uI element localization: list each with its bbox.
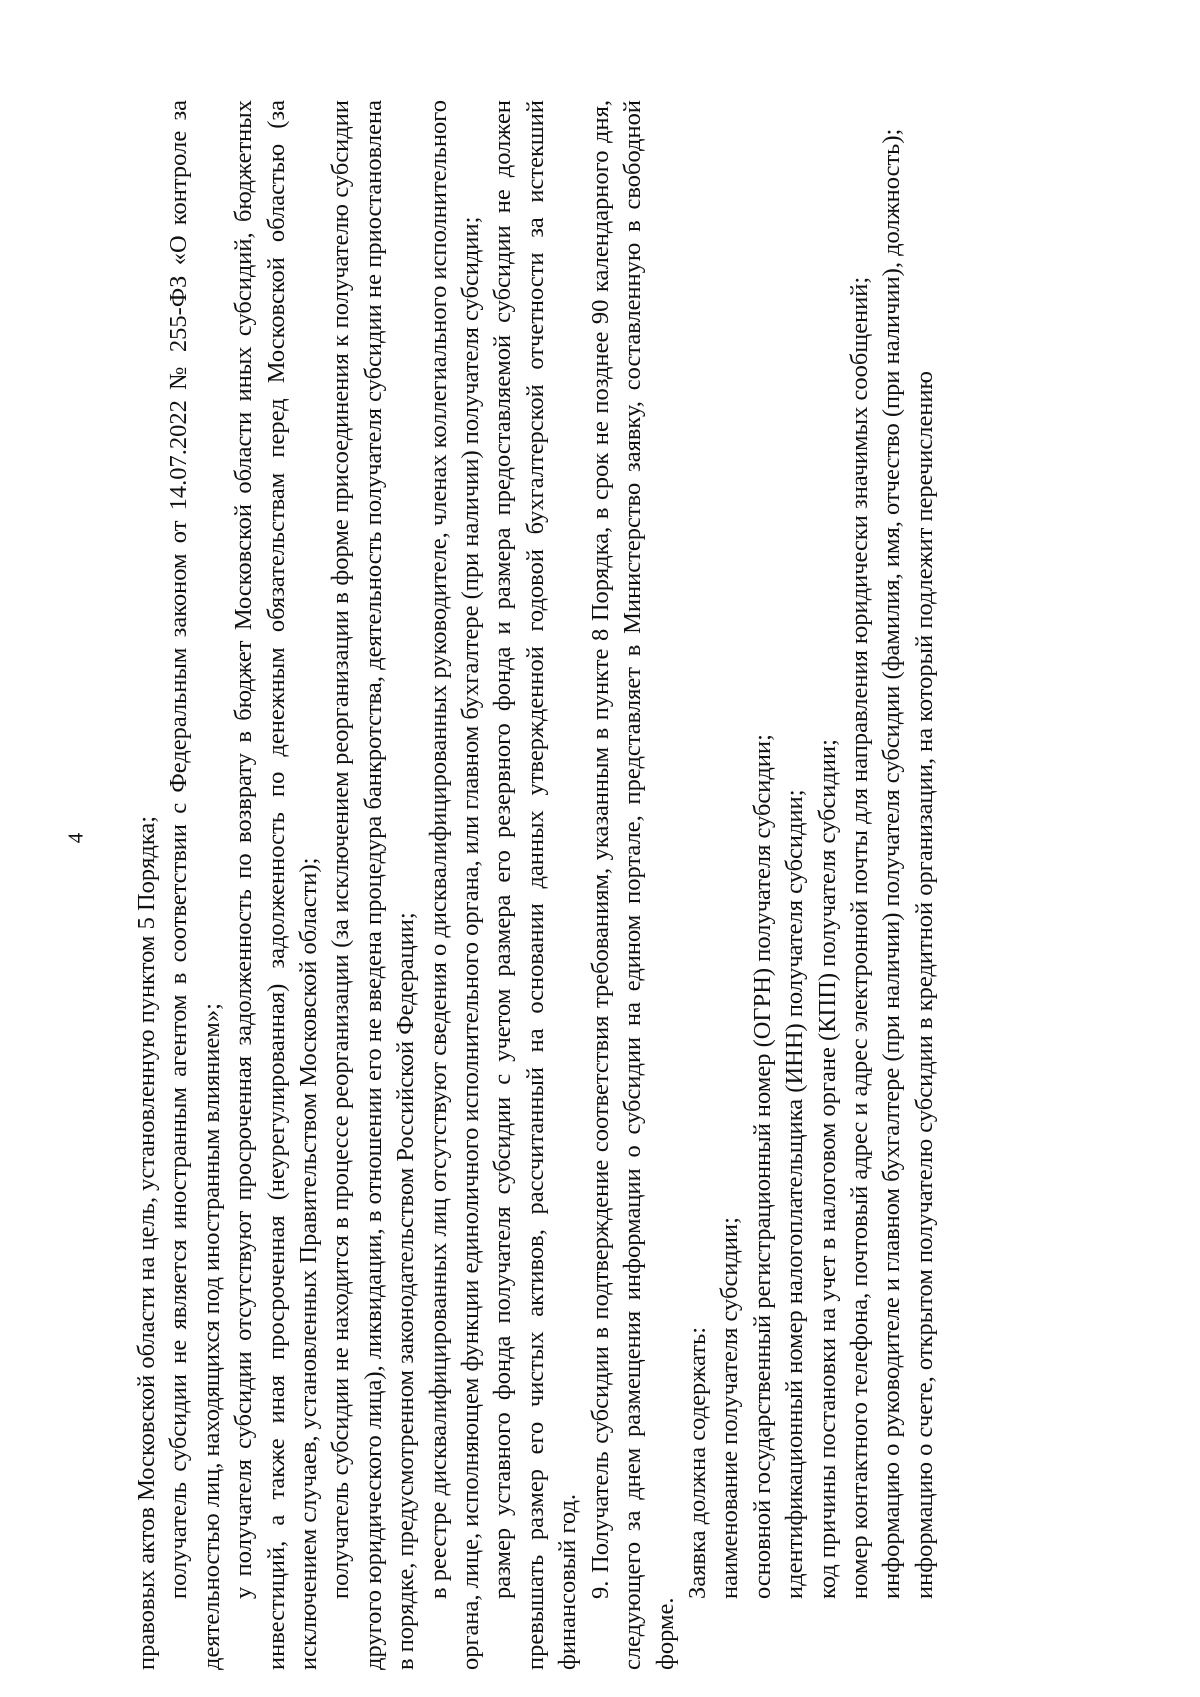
document-body [131,100,941,1670]
paragraph-9: наименование получателя субсидии; [716,1217,744,1599]
paragraph-2: получатель субсидии не является иностранным агентом в соответствии с Федеральным законом от 14.07.2022 № 255-ФЗ «О контроле за деятельностью лиц, находящихся под иностранным влиянием»; [165,100,225,1670]
paragraph-7: 9. Получатель субсидии в подтверждение соответствия требованиям, указанным в пункте 8 Порядка, в срок не позднее 90 календарного дня, следующего за днем размещения информации о субсидии на едином портале, представляет в Министерство заявку, составленную в свободной форме. [586,100,679,1670]
paragraph-11: идентификационный номер налогоплательщика (ИНН) получателя субсидии; [781,789,809,1599]
paragraph-5: в реестре дисквалифицированных лиц отсутствуют сведения о дисквалифицированных руководителе, членах коллегиального исполнительного органа, лице, исполняющем функции единоличного исполнительного органа, или главном бухгалтере (при наличии) получателя субсидии; [424,100,485,1670]
page-number: 4 [63,832,88,844]
paragraph-12: код причины постановки на учет в налоговом органе (КПП) получателя субсидии; [813,739,841,1599]
paragraph-15: информацию о счете, открытом получателю субсидии в кредитной организации, на который подлежит перечислению [910,371,938,1599]
paragraph-4: получатель субсидии не находится в процессе реорганизации (за исключением реорганизации в форме присоединения к получателю субсидии другого юридического лица), ликвидации, в отношении его не введена процедура банкротства, деятельность получателя субсидии не приостановлена в порядке, предусмотренном законодательством Российской Федерации; [327,100,420,1670]
paragraph-6: размер уставного фонда получателя субсидии с учетом размера его резервного фонда и размера предоставляемой субсидии не должен превышать размер его чистых активов, рассчитанный на основании данных утвержденной годовой бухгалтерской отчетности за истекший финансовый год. [489,100,582,1670]
paragraph-3: у получателя субсидии отсутствуют просроченная задолженность по возврату в бюджет Московской области иных субсидий, бюджетных инвестиций, а также иная просроченная (неурегулированная) задолженность по денежным обязательствам перед Московской областью (за исключением случаев, установленных Правительством Московской области); [230,100,323,1670]
paragraph-14: информацию о руководителе и главном бухгалтере (при наличии) получателя субсидии (фамилия, имя, отчество (при наличии), должность); [878,128,906,1599]
paragraph-10: основной государственный регистрационный номер (ОГРН) получателя субсидии; [748,734,776,1599]
paragraph-8: Заявка должна содержать: [683,1326,711,1599]
paragraph-1: правовых актов Московской области на цель, установленную пунктом 5 Порядка; [133,815,160,1670]
paragraph-13: номер контактного телефона, почтовый адрес и адрес электронной почты для направления юридически значимых сообщений; [845,276,873,1599]
